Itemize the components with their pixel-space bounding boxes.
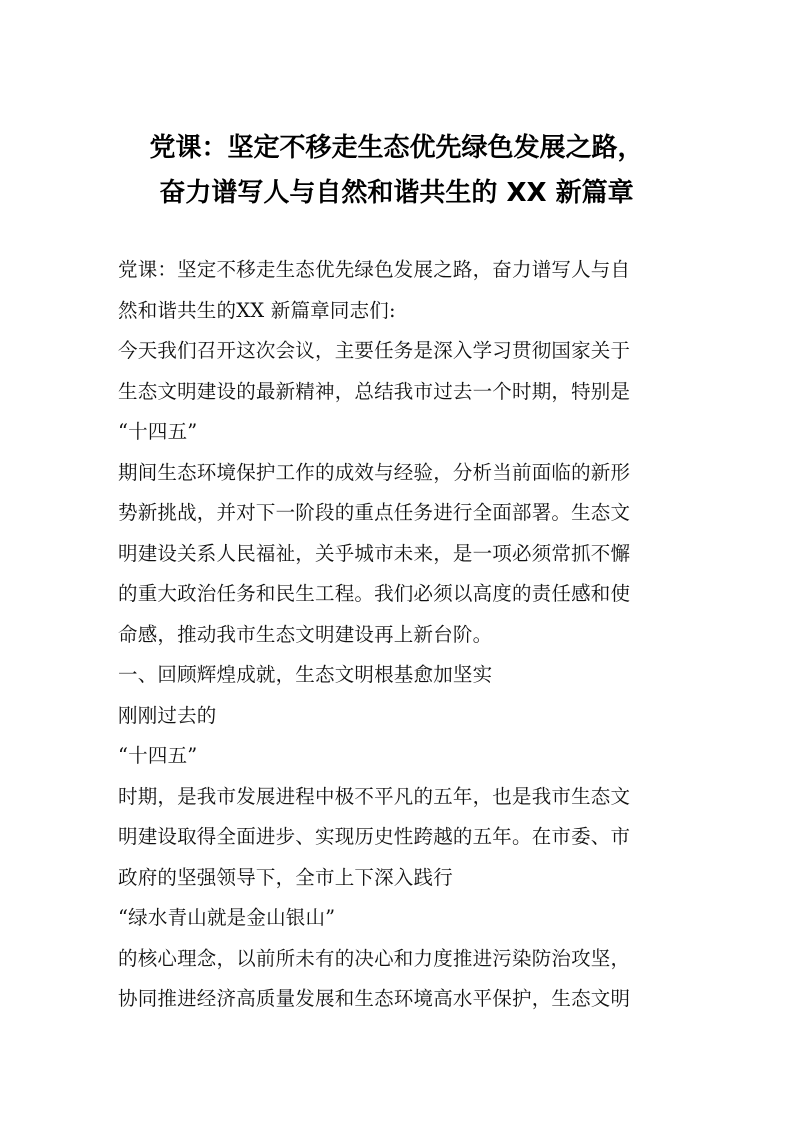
body-line: 然和谐共生的XX 新篇章同志们: <box>118 298 396 322</box>
title-line: 奋力谱写人与自然和谐共生的 XX 新篇章 <box>159 178 634 208</box>
body-line: 命感，推动我市生态文明建设再上新台阶。 <box>118 622 493 646</box>
body-line: 势新挑战，并对下一阶段的重点任务进行全面部署。生态文 <box>118 501 631 524</box>
body-line: 期间生态环境保护工作的成效与经验，分析当前面临的新形 <box>118 460 631 484</box>
section-heading: 一、回顾辉煌成就，生态文明根基愈加坚实 <box>118 663 493 686</box>
title-line: 党课：坚定不移走生态优先绿色发展之路， <box>149 133 644 163</box>
body-line: 协同推进经济高质量发展和生态环境高水平保护，生态文明 <box>118 987 631 1010</box>
body-line: 生态文明建设的最新精神，总结我市过去一个时期，特别是 <box>118 379 631 403</box>
body-line: 政府的坚强领导下，全市上下深入践行 <box>118 865 453 889</box>
body-line: “绿水青山就是金山银山” <box>118 906 336 929</box>
body-line: 党课：坚定不移走生态优先绿色发展之路，奋力谱写人与自 <box>118 258 631 281</box>
document-title <box>118 126 675 216</box>
body-line: 明建设取得全面进步、实现历史性跨越的五年。在市委、市 <box>118 825 631 848</box>
body-line: 的核心理念，以前所未有的决心和力度推进污染防治攻坚， <box>118 946 631 970</box>
body-line: “十四五” <box>118 744 198 767</box>
body-line: “十四五” <box>118 420 198 443</box>
body-line: 时期，是我市发展进程中极不平凡的五年，也是我市生态文 <box>118 784 631 808</box>
document-body <box>118 250 675 1020</box>
body-line: 刚刚过去的 <box>118 703 217 727</box>
body-line: 今天我们召开这次会议，主要任务是深入学习贯彻国家关于 <box>118 339 631 362</box>
body-line: 明建设关系人民福祉，关乎城市未来，是一项必须常抓不懈 <box>118 541 631 565</box>
body-line: 的重大政治任务和民生工程。我们必须以高度的责任感和使 <box>118 582 631 605</box>
